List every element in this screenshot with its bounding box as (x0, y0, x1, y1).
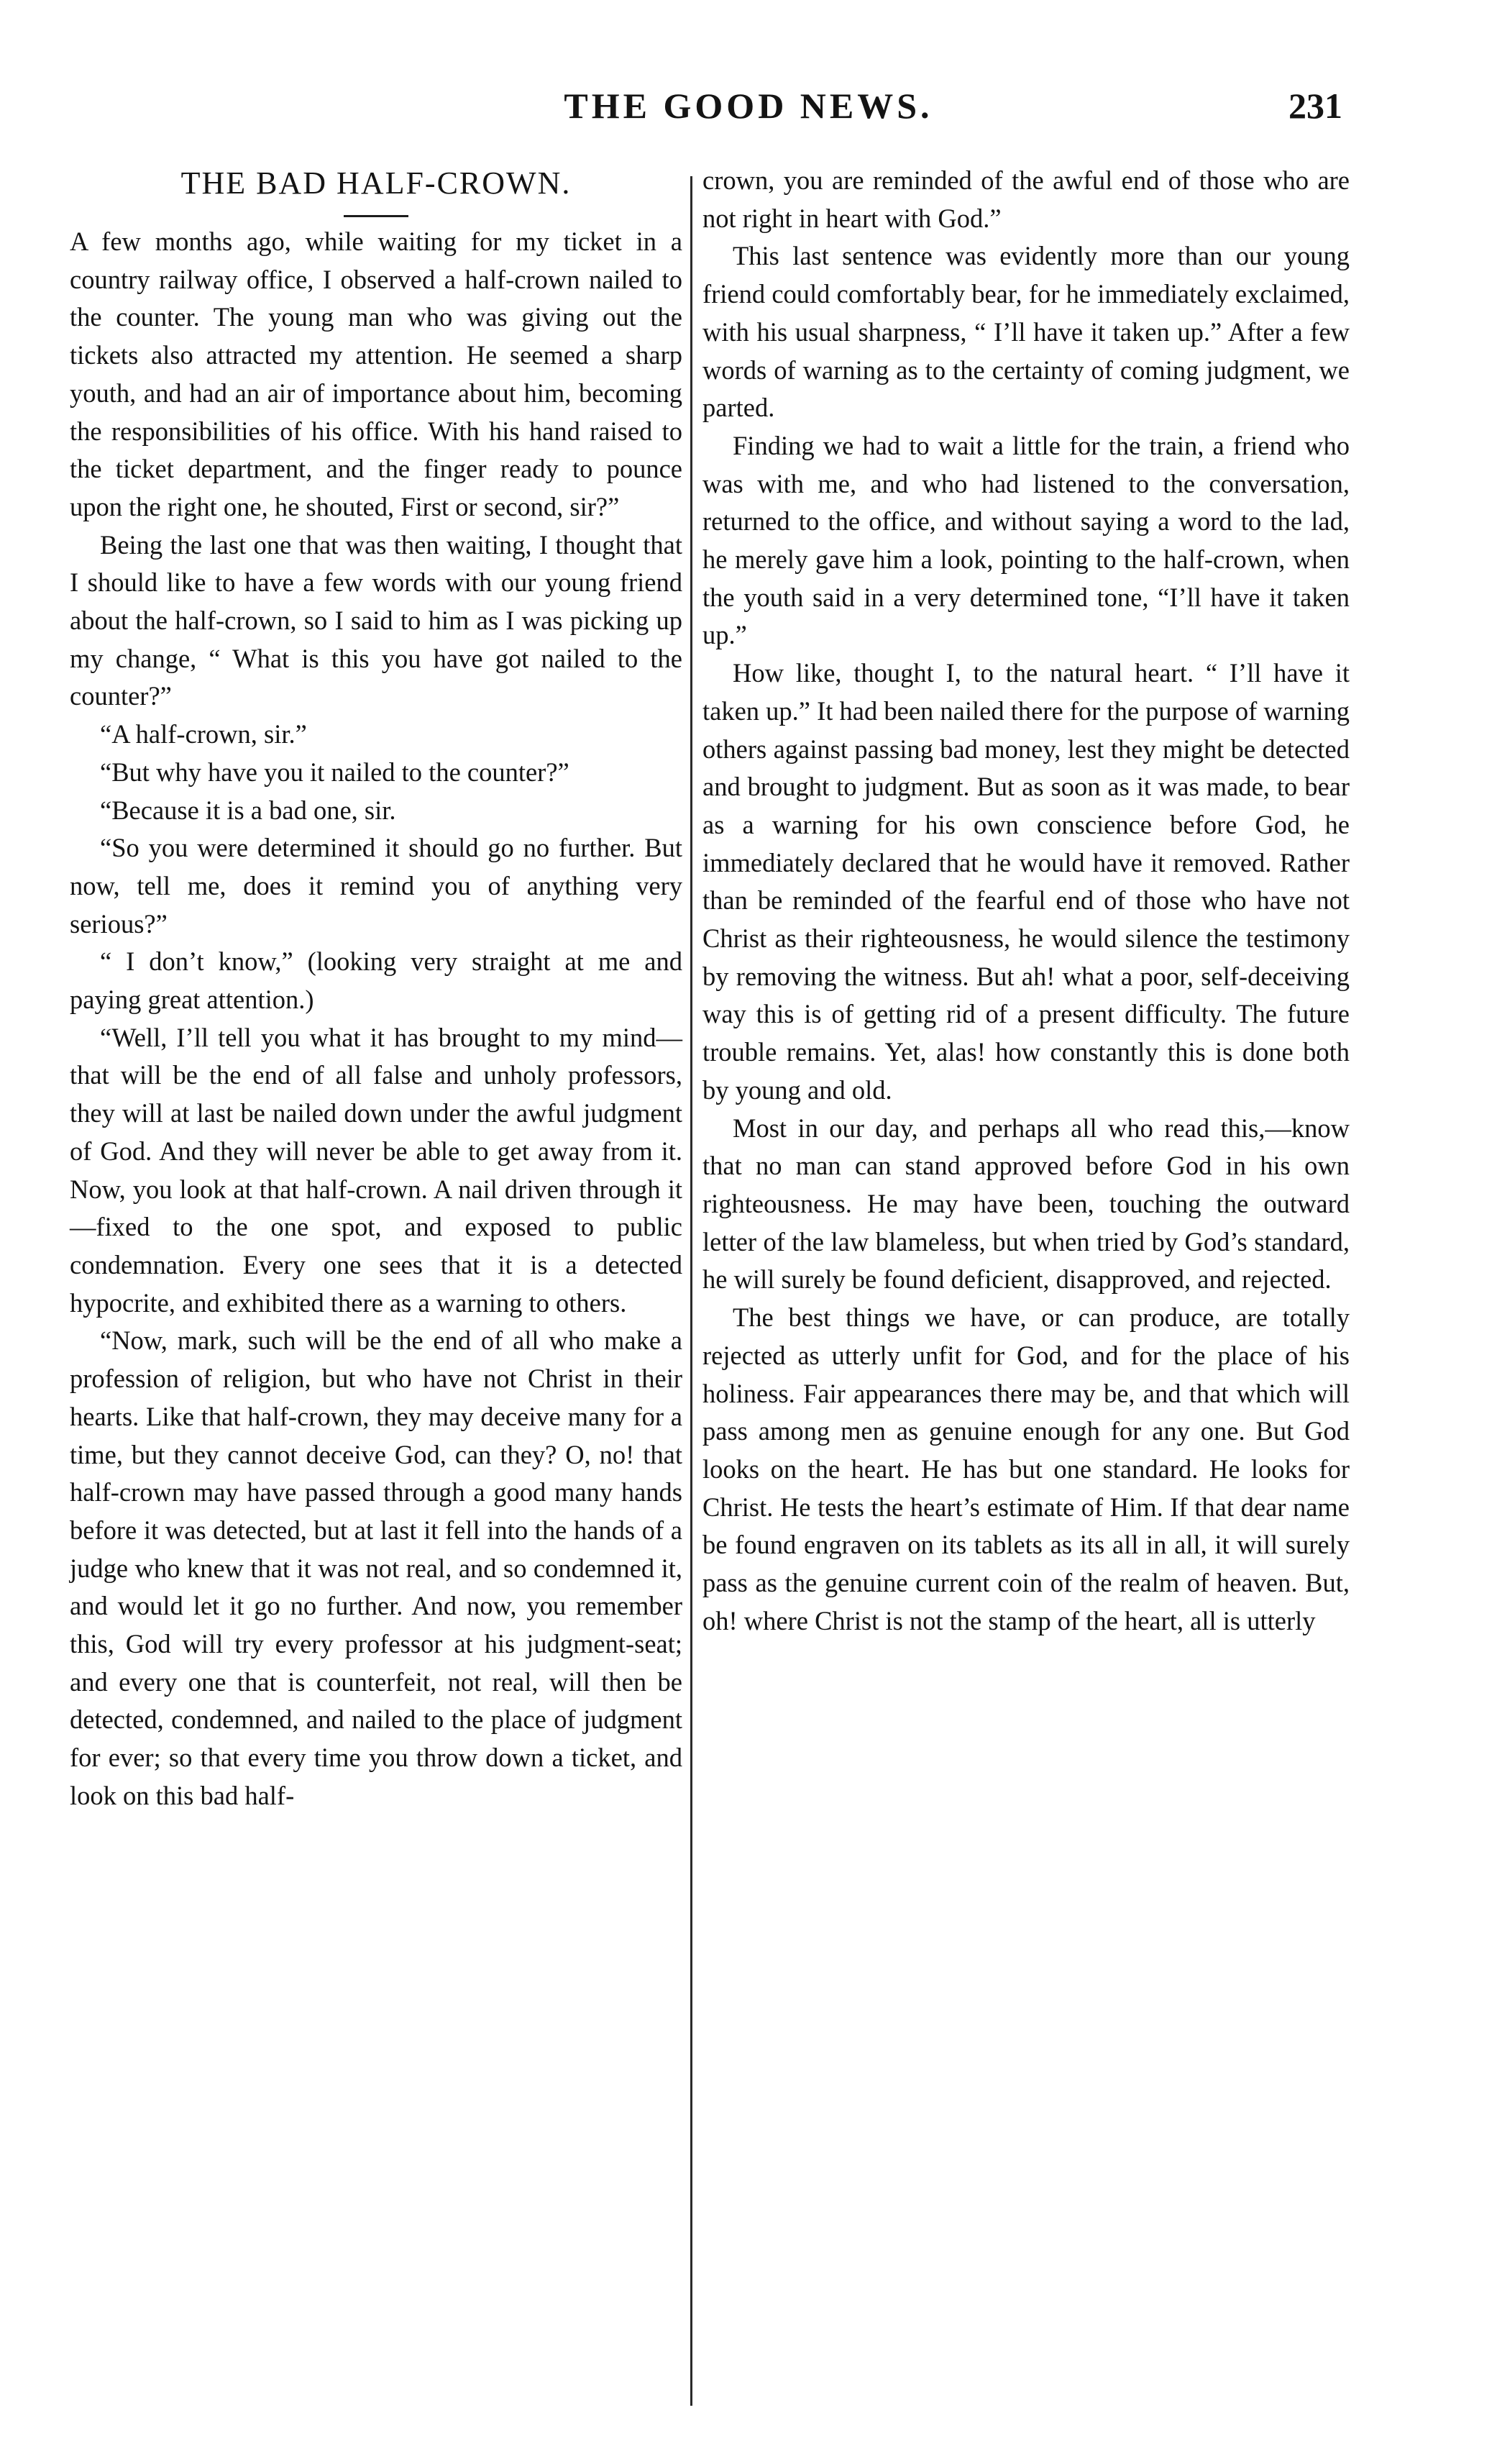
paragraph: “Well, I’ll tell you what it has brought to my mind—that will be the end of all false and unholy professors, they will at last be nailed down under the awful judgment of God. And they will never be able to get away from it. Now, you look at that half-crown. A nail driven through it—fixed to the one spot, and exposed to public condemnation. Every one sees that it is a detected hypocrite, and exhibited there as a warning to others. (70, 1022, 682, 1318)
paragraph: “A half-crown, sir.” (100, 719, 307, 749)
page-number: 231 (1288, 86, 1342, 126)
column-divider (690, 176, 692, 2406)
article-title: THE BAD HALF-CROWN. (180, 165, 572, 201)
paragraph: This last sentence was evidently more than our young friend could comfortably bear, for he immediately exclaimed, with his usual sharpness, “ I’ll have it taken up.” After a few words of warning as to the certainty of coming judgment, we parted. (702, 241, 1350, 423)
paragraph: “ I don’t know,” (looking very straight at me and paying great attention.) (70, 946, 682, 1015)
left-column (70, 162, 682, 1815)
page-header (0, 85, 1497, 142)
paragraph: “So you were determined it should go no further. But now, tell me, does it remind you of anything very serious?” (70, 833, 682, 939)
paragraph: Most in our day, and perhaps all who read this,—know that no man can stand approved before God in his own righteousness. He may have been, touching the outward letter of the law blameless, but when tried by God’s standard, he will surely be found deficient, disapproved, and rejected. (702, 1113, 1350, 1295)
paragraph: How like, thought I, to the natural heart. “ I’ll have it taken up.” It had been nailed there for the purpose of warning others against passing bad money, lest they might be detected and brought to judgment. But as soon as it was made, to bear as a warning for his own conscience before God, he immediately declared that he would have it removed. Rather than be reminded of the fearful end of those who have not Christ as their righteousness, he would silence the testimony by removing the witness. But ah! what a poor, self-deceiving way this is of getting rid of a present difficulty. The future trouble remains. Yet, alas! how constantly this is done both by young and old. (702, 658, 1350, 1105)
paragraph: A few months ago, while waiting for my ticket in a country railway office, I observed a half-crown nailed to the counter. The young man who was giving out the tickets also attracted my attention. He seemed a sharp youth, and had an air of importance about him, becoming the responsibilities of his office. With his hand raised to the ticket department, and the finger ready to pounce upon the right one, he shouted, First or second, sir?” (70, 227, 682, 521)
title-rule (344, 215, 408, 217)
paragraph: “Because it is a bad one, sir. (100, 795, 396, 825)
paragraph: “Now, mark, such will be the end of all who make a profession of religion, but who have not Christ in their hearts. Like that half-crown, they may deceive many for a time, but they cannot deceive God, can they? O, no! that half-crown may have passed through a good many hands before it was detected, but at last it fell into the hands of a judge who knew that it was not real, and so condemned it, and would let it go no further. And now, you remember this, God will try every professor at his judgment-seat; and every one that is counterfeit, not real, will then be detected, condemned, and nailed to the place of judgment for ever; so that every time you throw down a ticket, and look on this bad half- (70, 1325, 682, 1810)
paragraph: “But why have you it nailed to the counter?” (100, 757, 569, 787)
paragraph: crown, you are reminded of the awful end of those who are not right in heart with God.” (702, 165, 1350, 233)
paragraph: The best things we have, or can produce, are totally rejected as utterly unfit for God, and for the place of his holiness. Fair appearances there may be, and that which will pass among men as genuine enough for any one. But God looks on the heart. He has but one standard. He looks for Christ. He tests the heart’s estimate of Him. If that dear name be found engraven on its tablets as its all in all, it will surely pass as the genuine current coin of the realm of heaven. But, oh! where Christ is not the stamp of the heart, all is utterly (702, 1302, 1350, 1635)
paragraph: Finding we had to wait a little for the train, a friend who was with me, and who had listened to the conversation, returned to the office, and without saying a word to the lad, he merely gave him a look, pointing to the half-crown, when the youth said in a very determined tone, “I’ll have it taken up.” (702, 430, 1350, 650)
right-column (702, 162, 1350, 1640)
running-title: THE GOOD NEWS. (564, 86, 933, 126)
paragraph: Being the last one that was then waiting, I thought that I should like to have a few words with our young friend about the half-crown, so I said to him as I was picking up my change, “ What is this you have got nailed to the counter?” (70, 529, 682, 711)
